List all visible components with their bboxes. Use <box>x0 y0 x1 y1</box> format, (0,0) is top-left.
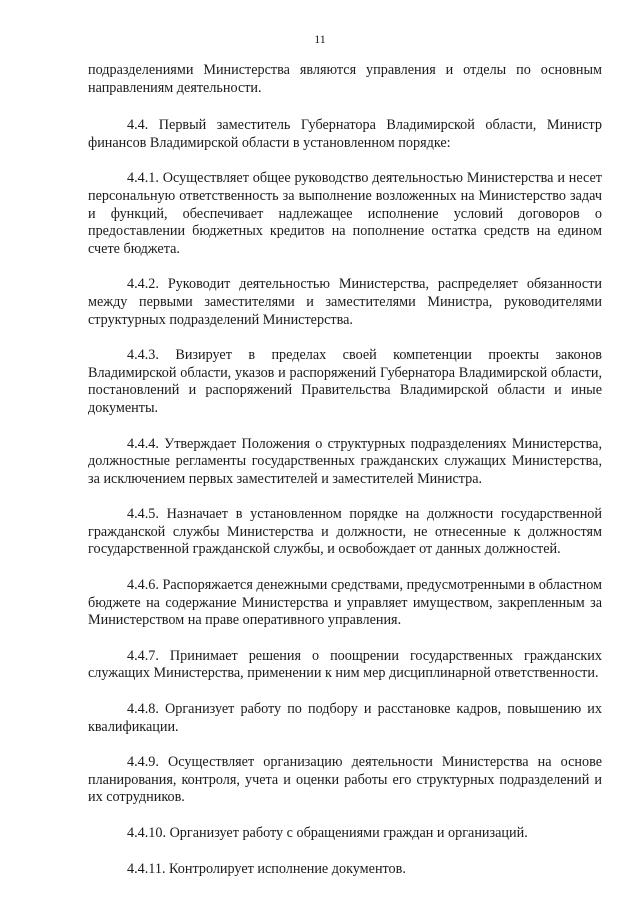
paragraph-4-4-4: 4.4.4. Утверждает Положения о структурных подразделениях Министерства, должностные регламенты государственных гражданских служащих Министерства, за исключением первых заместителей и заместителей Министра. <box>88 435 602 487</box>
paragraph-4-4-6: 4.4.6. Распоряжается денежными средствами, предусмотренными в областном бюджете на содержание Министерства и управляет имуществом, закрепленным за Министерством на праве оперативного управления. <box>88 577 602 629</box>
paragraph-4-4-1: 4.4.1. Осуществляет общее руководство деятельностью Министерства и несет персональную ответственность за выполнение возложенных на Министерство задач и функций, обеспечивает надлежащее исполнение условий договоров о предоставлении бюджетных кредитов на пополнение остатка средств на едином счете бюджета. <box>88 170 602 257</box>
document-body <box>88 62 602 896</box>
page-number: 11 <box>314 32 326 46</box>
paragraph-4-4-7: 4.4.7. Принимает решения о поощрении государственных гражданских служащих Министерства, применении к ним мер дисциплинарной ответственности. <box>88 647 602 682</box>
paragraph-4-4-5: 4.4.5. Назначает в установленном порядке на должности государственной гражданской службы Министерства и должности, не отнесенные к должностям государственной гражданской службы, и освобождает от данных должностей. <box>88 506 602 558</box>
paragraph-4-4-9: 4.4.9. Осуществляет организацию деятельности Министерства на основе планирования, контроля, учета и оценки работы его структурных подразделений и их сотрудников. <box>88 754 602 806</box>
paragraph-continuation: подразделениями Министерства являются управления и отделы по основным направлениям деятельности. <box>88 62 602 96</box>
paragraph-4-4-10: 4.4.10. Организует работу с обращениями граждан и организаций. <box>127 825 528 841</box>
paragraph-4-4-8: 4.4.8. Организует работу по подбору и расстановке кадров, повышению их квалификации. <box>88 701 602 735</box>
paragraph-4-4-11: 4.4.11. Контролирует исполнение документов. <box>127 860 406 877</box>
paragraph-4-4-3: 4.4.3. Визирует в пределах своей компетенции проекты законов Владимирской области, указов и распоряжений Губернатора Владимирской области, постановлений и распоряжений Правительства Владимирской области и иные документы. <box>88 347 602 416</box>
paragraph-4-4-2: 4.4.2. Руководит деятельностью Министерства, распределяет обязанности между первыми заместителями и заместителями Министра, руководителями структурных подразделений Министерства. <box>88 276 602 328</box>
paragraph-4-4: 4.4. Первый заместитель Губернатора Владимирской области, Министр финансов Владимирской области в установленном порядке: <box>88 117 602 151</box>
